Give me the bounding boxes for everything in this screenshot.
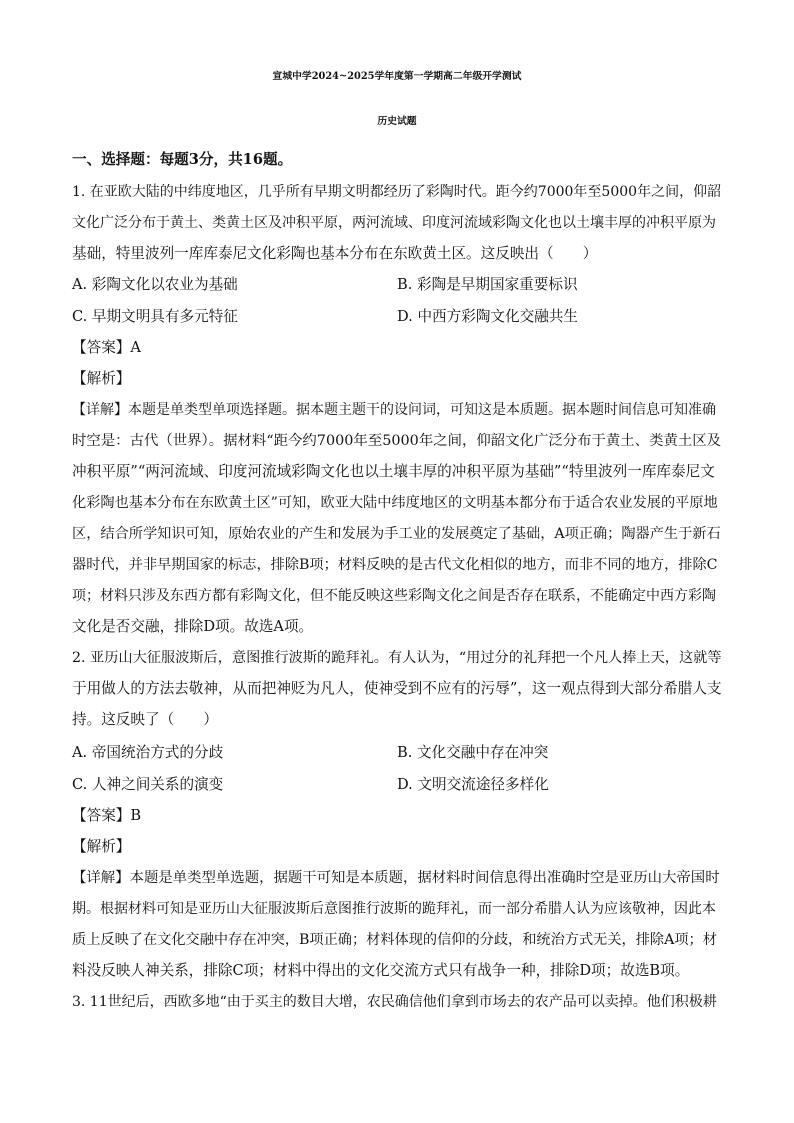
q1-option-b: B. 彩陶是早期国家重要标识 [397,276,578,293]
q1-detail-line: 冲积平原”“两河流域、印度河流域彩陶文化也以土壤丰厚的冲积平原为基础”“特里波列一库库泰尼文 [72,463,715,480]
q2-analysis-label: 【解析】 [72,838,131,855]
q1-option-c: C. 早期文明具有多元特征 [72,308,238,325]
q1-detail-line: 器时代，并非早期国家的标志，排除B项；材料反映的是古代文化相似的地方，而非不同的地方，排除C [72,557,718,573]
q2-stem-line: 2. 亚历山大征服波斯后，意图推行波斯的跪拜礼。有人认为，“用过分的礼拜把一个凡人捧上天，这就等 [72,650,722,666]
q2-stem-line: 持。这反映了（ ） [72,711,218,728]
exam-title: 宣城中学2024~2025学年度第一学期高二年级开学测试 [272,71,522,82]
q1-detail-line: 【详解】本题是单类型单项选择题。据本题主题干的设问词，可知这是本质题。据本题时间信息可知准确 [72,402,716,418]
q2-stem-line: 于用做人的方法去敬神，从而把神贬为凡人，使神受到不应有的污辱”，这一观点得到大部分希腊人支 [72,680,722,697]
q1-answer: 【答案】A [72,339,141,356]
q2-option-a: A. 帝国统治方式的分歧 [72,744,224,761]
q1-detail-line: 文化是否交融，排除D项。故选A项。 [72,618,314,635]
q2-detail-line: 【详解】本题是单类型单选题，据题干可知是本质题，据材料时间信息得出准确时空是亚历山大帝国时 [72,870,720,886]
q2-option-c: C. 人神之间关系的演变 [72,776,224,793]
q1-stem-line: 文化广泛分布于黄土、类黄土区及冲积平原，两河流域、印度河流域彩陶文化也以土壤丰厚的冲积平原为 [72,215,716,231]
q1-stem-line: 1. 在亚欧大陆的中纬度地区，几乎所有早期文明都经历了彩陶时代。距今约7000年至5000年之间，仰韶 [72,184,722,200]
q2-answer: 【答案】B [72,807,142,824]
q1-detail-line: 化彩陶也基本分布在东欧黄土区”可知，欧亚大陆中纬度地区的文明基本都分布于适合农业发展的平原地 [72,495,718,511]
q1-option-a: A. 彩陶文化以农业为基础 [72,276,238,293]
q1-detail-line: 时空是：古代（世界）。据材料“距今约7000年至5000年之间，仰韶文化广泛分布于黄土、类黄土区及 [72,433,722,449]
q2-option-b: B. 文化交融中存在冲突 [397,744,549,761]
q1-detail-line: 区，结合所学知识可知，原始农业的产生和发展为手工业的发展奠定了基础，A项正确；陶器产生于新石 [72,526,721,542]
q1-detail-line: 项；材料只涉及东西方都有彩陶文化，但不能反映这些彩陶文化之间是否存在联系，不能确定中西方彩陶 [72,588,716,604]
q2-detail-line: 质上反映了在文化交融中存在冲突，B项正确；材料体现的信仰的分歧，和统治方式无关，排除A项；材 [72,932,717,948]
exam-subtitle: 历史试题 [377,116,417,127]
q3-stem-line: 3. 11世纪后，西欧多地“由于买主的数目大增，农民确信他们拿到市场去的农产品可以卖掉。他们积极耕 [72,994,717,1010]
section-heading: 一、选择题：每题3分，共16题。 [72,151,293,168]
q1-option-d: D. 中西方彩陶文化交融共生 [397,308,578,325]
q2-detail-line: 料没反映人神关系，排除C项；材料中得出的文化交流方式只有战争一种，排除D项；故选B项。 [72,962,690,979]
q1-stem-line: 基础，特里波列一库库泰尼文化彩陶也基本分布在东欧黄土区。这反映出（ ） [72,245,598,262]
q2-detail-line: 期。根据材料可知是亚历山大征服波斯后意图推行波斯的跪拜礼，而一部分希腊人认为应该敬神，因此本 [72,901,716,917]
q1-analysis-label: 【解析】 [72,370,131,387]
q2-option-d: D. 文明交流途径多样化 [397,776,549,793]
